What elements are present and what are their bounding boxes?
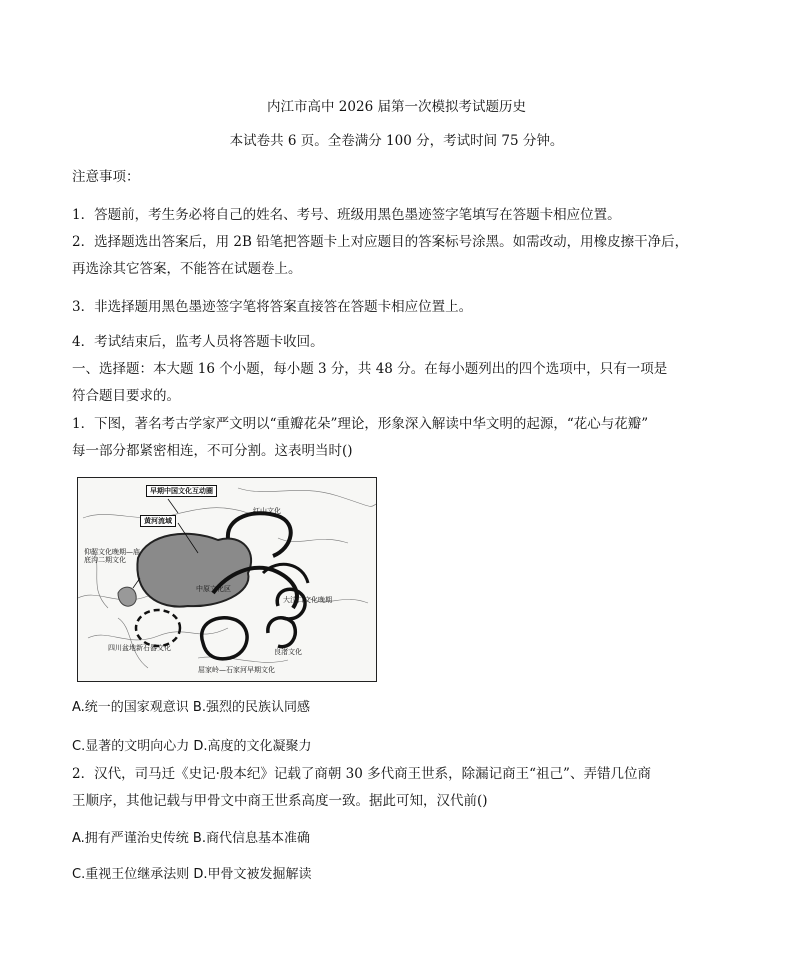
map-label-sichuan: 四川盆地新石器文化 xyxy=(108,644,171,652)
q1-stem: 1．下图，著名考古学家严文明以“重瓣花朵”理论，形象深入解读中华文明的起源，“花心与花瓣” xyxy=(72,416,649,432)
q1-options-cd: C.显著的文明向心力 D.高度的文化凝聚力 xyxy=(72,739,312,754)
q2-stem: 2．汉代，司马迁《史记·殷本纪》记载了商朝 30 多代商王世系，除漏记商王“祖己”、弄错几位商 xyxy=(72,766,651,782)
map-label-central: 中原文化区 xyxy=(196,585,231,593)
map-label-qujialing: 屈家岭—石家河早期文化 xyxy=(198,666,275,674)
page-title: 内江市高中 2026 届第一次模拟考试题历史 xyxy=(267,99,526,115)
map-label-yangshao: 仰韶文化晚期—庙底沟二期文化 xyxy=(84,548,140,564)
notice-item-3: 3．非选择题用黑色墨迹签字笔将答案直接答在答题卡相应位置上。 xyxy=(72,299,473,315)
notice-item-1: 1．答题前，考生务必将自己的姓名、考号、班级用黑色墨迹签字笔填写在答题卡相应位置。 xyxy=(72,207,621,223)
culture-sphere-map xyxy=(77,477,377,682)
map-label-yellow-river: 黄河流域 xyxy=(140,515,176,527)
q1-options-ab: A.统一的国家观意识 B.强烈的民族认同感 xyxy=(72,700,310,715)
notice-item-4: 4．考试结束后，监考人员将答题卡收回。 xyxy=(72,334,324,350)
map-label-interaction-sphere: 早期中国文化互动圈 xyxy=(146,485,217,497)
section-heading-cont: 符合题目要求的。 xyxy=(72,388,180,404)
q2-stem-cont: 王顺序，其他记载与甲骨文中商王世系高度一致。据此可知，汉代前() xyxy=(72,793,488,809)
q2-options-cd: C.重视王位继承法则 D.甲骨文被发掘解读 xyxy=(72,867,312,882)
map-label-hongshan: 红山文化 xyxy=(253,507,281,515)
notice-item-2-cont: 再选涂其它答案，不能答在试题卷上。 xyxy=(72,261,302,277)
q1-stem-cont: 每一部分都紧密相连，不可分割。这表明当时() xyxy=(72,443,353,459)
notice-heading: 注意事项： xyxy=(72,169,140,185)
map-label-liangzhu: 良渚文化 xyxy=(274,648,302,656)
notice-item-2: 2．选择题选出答案后，用 2B 铅笔把答题卡上对应题目的答案标号涂黑。如需改动，用橡皮擦干净后， xyxy=(72,234,689,250)
map-label-dawenkou: 大汶口文化晚期 xyxy=(283,596,332,604)
section-heading: 一、选择题：本大题 16 个小题，每小题 3 分，共 48 分。在每小题列出的四个选项中，只有一项是 xyxy=(72,361,668,377)
q2-options-ab: A.拥有严谨治史传统 B.商代信息基本准确 xyxy=(72,831,310,846)
page-subtitle: 本试卷共 6 页。全卷满分 100 分，考试时间 75 分钟。 xyxy=(229,133,564,149)
